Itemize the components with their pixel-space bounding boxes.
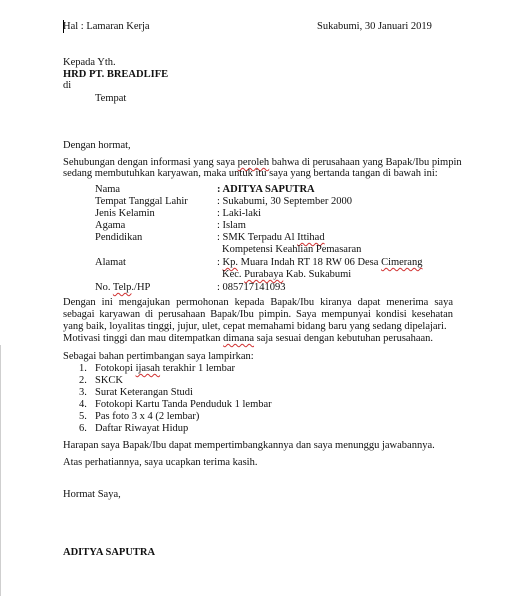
list-item-number: 1. — [79, 363, 87, 374]
intro-text: Sehubungan dengan informasi yang saya — [63, 157, 238, 168]
address-label: Alamat — [95, 257, 126, 268]
phone-value: : 085717141093 — [217, 282, 286, 293]
list-item-number: 6. — [79, 423, 87, 434]
address-text: Kab. Sukabumi — [283, 269, 352, 280]
spelling-flag: Kp. — [222, 257, 239, 268]
education-value-line-2: Kompetensi Keahlian Pemasaran — [222, 244, 362, 255]
recipient-di: di — [63, 80, 72, 91]
body-paragraph: Dengan ini mengajukan permohonan kepada Bapak/Ibu kiranya dapat menerima saya sebagai karyawan di perusahaan Bapak/Ibu pimpin. Saya mempunyai kondisi kesehatan yang baik, loyalitas tinggi, jujur, ulet, cepat memahami bidang baru yang sedang dipelajari. — [63, 297, 453, 332]
spelling-flag: peroleh — [237, 157, 270, 168]
list-item — [95, 363, 235, 375]
recipient-to: Kepada Yth. — [63, 57, 116, 68]
intro-text: bahwa di perusahaan yang Bapak/Ibu pimpin — [269, 157, 462, 168]
closing-thanks: Atas perhatiannya, saya ucapkan terima kasih. — [63, 457, 258, 468]
address-text: Muara Indah RT 18 RW 06 Desa — [238, 257, 382, 268]
spelling-flag: Telp — [112, 282, 132, 293]
list-item-number: 3. — [79, 387, 87, 398]
gender-value: : Laki-laki — [217, 208, 262, 219]
list-item-text: terakhir 1 lembar — [160, 363, 235, 374]
page-edge — [0, 345, 1, 596]
list-item: Daftar Riwayat Hidup — [95, 423, 189, 434]
religion-value: : Islam — [217, 220, 246, 231]
place-date: Sukabumi, 30 Januari 2019 — [317, 21, 432, 32]
intro-line-2: sedang membutuhkan karyawan, maka untuk itu saya yang bertanda tangan di bawah ini: — [63, 168, 438, 179]
closing-hope: Harapan saya Bapak/Ibu dapat mempertimbangkannya dan saya menunggu jawabannya. — [63, 440, 435, 451]
list-item: Fotokopi Kartu Tanda Penduduk 1 lembar — [95, 399, 272, 410]
education-value — [217, 232, 325, 244]
spelling-flag: Ittihad — [297, 232, 325, 243]
spelling-flag: dimana — [223, 333, 255, 344]
education-label: Pendidikan — [95, 232, 143, 243]
signature-name: ADITYA SAPUTRA — [63, 547, 156, 558]
name-label: Nama — [95, 184, 121, 195]
list-item-number: 2. — [79, 375, 87, 386]
birth-label: Tempat Tanggal Lahir — [95, 196, 188, 207]
list-item: Pas foto 3 x 4 (2 lembar) — [95, 411, 200, 422]
address-value — [217, 257, 422, 269]
religion-label: Agama — [95, 220, 126, 231]
recipient-place: Tempat — [95, 93, 127, 104]
list-item: SKCK — [95, 375, 124, 386]
address-text: : — [217, 257, 223, 268]
list-item: Surat Keterangan Studi — [95, 387, 193, 398]
recipient-company: HRD PT. BREADLIFE — [63, 69, 169, 80]
list-item-text: Fotokopi — [95, 363, 136, 374]
body-paragraph-last-line — [63, 333, 433, 345]
subject-line: Hal : Lamaran Kerja — [63, 21, 150, 32]
spelling-flag: Purabaya — [244, 269, 284, 280]
education-text: : SMK Terpadu Al — [217, 232, 298, 243]
spelling-flag: Cimerang — [381, 257, 423, 268]
closing-regards: Hormat Saya, — [63, 489, 121, 500]
body-text: saja sesuai dengan kebutuhan perusahaan. — [254, 333, 434, 344]
phone-label — [95, 282, 150, 294]
gender-label: Jenis Kelamin — [95, 208, 155, 219]
birth-value: : Sukabumi, 30 September 2000 — [217, 196, 353, 207]
list-item-number: 4. — [79, 399, 87, 410]
name-value: : ADITYA SAPUTRA — [217, 184, 315, 195]
spelling-flag: ijasah — [135, 363, 161, 374]
attachments-intro: Sebagai bahan pertimbangan saya lampirkan: — [63, 351, 254, 362]
body-text: Motivasi tinggi dan mau ditempatkan — [63, 333, 224, 344]
greeting: Dengan hormat, — [63, 140, 131, 151]
list-item-number: 5. — [79, 411, 87, 422]
address-text: Kec. — [222, 269, 245, 280]
phone-label-text: No. — [95, 282, 113, 293]
address-value-line-2 — [222, 269, 351, 281]
phone-label-text: ./HP — [131, 282, 151, 293]
